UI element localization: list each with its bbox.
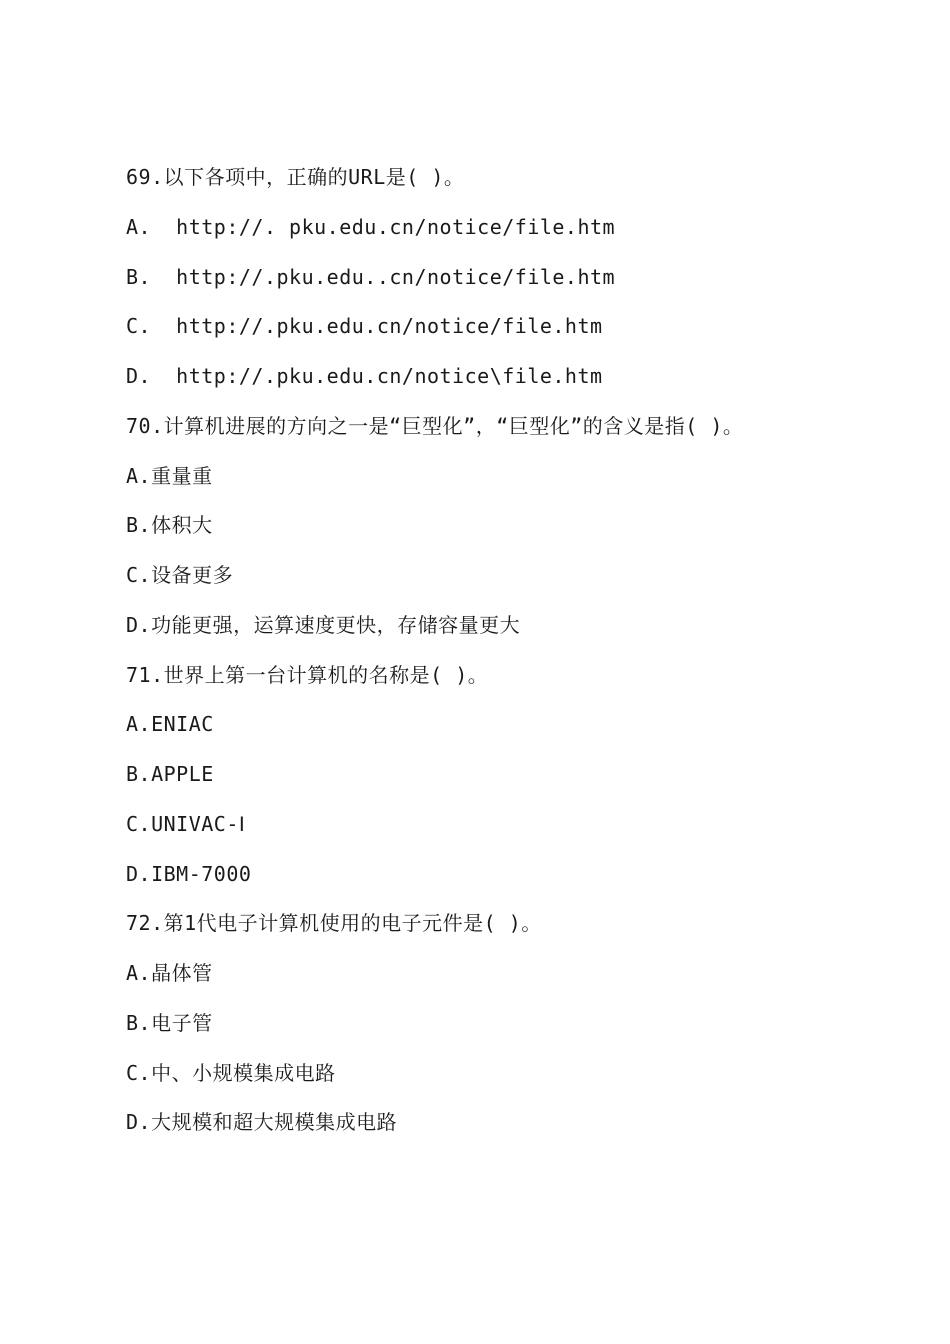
option-d: D.IBM-7000 [126,861,252,886]
option-b: B.APPLE [126,762,214,786]
question-stem: 70.计算机进展的方向之一是“巨型化”，“巨型化”的含义是指( )。 [126,413,744,438]
option-d: D. http://.pku.edu.cn/notice\file.htm [126,364,603,388]
question-stem: 69.以下各项中，正确的URL是( )。 [126,165,465,189]
option-c: C.设备更多 [126,563,234,587]
option-b: B. http://.pku.edu..cn/notice/file.htm [126,264,616,289]
question-stem: 71.世界上第一台计算机的名称是( )。 [126,662,489,687]
option-c: C.中、小规模集成电路 [126,1060,336,1085]
option-c: C.UNIVAC-Ⅰ [126,811,246,836]
question-list [126,162,846,1157]
question-stem: 72.第1代电子计算机使用的电子元件是( )。 [126,911,542,936]
option-b: B.电子管 [126,1010,213,1035]
option-d: D.大规模和超大规模集成电路 [126,1110,398,1135]
option-a: A.重量重 [126,463,213,488]
question-69 [126,162,846,411]
option-c: C. http://.pku.edu.cn/notice/file.htm [126,314,603,339]
option-a: A. http://. pku.edu.cn/notice/file.htm [126,214,616,239]
question-70 [126,411,846,660]
option-a: A.晶体管 [126,961,213,985]
option-d: D.功能更强，运算速度更快，存储容量更大 [126,612,521,637]
question-72 [126,908,846,1157]
question-71 [126,660,846,909]
option-b: B.体积大 [126,513,213,538]
option-a: A.ENIAC [126,712,214,737]
